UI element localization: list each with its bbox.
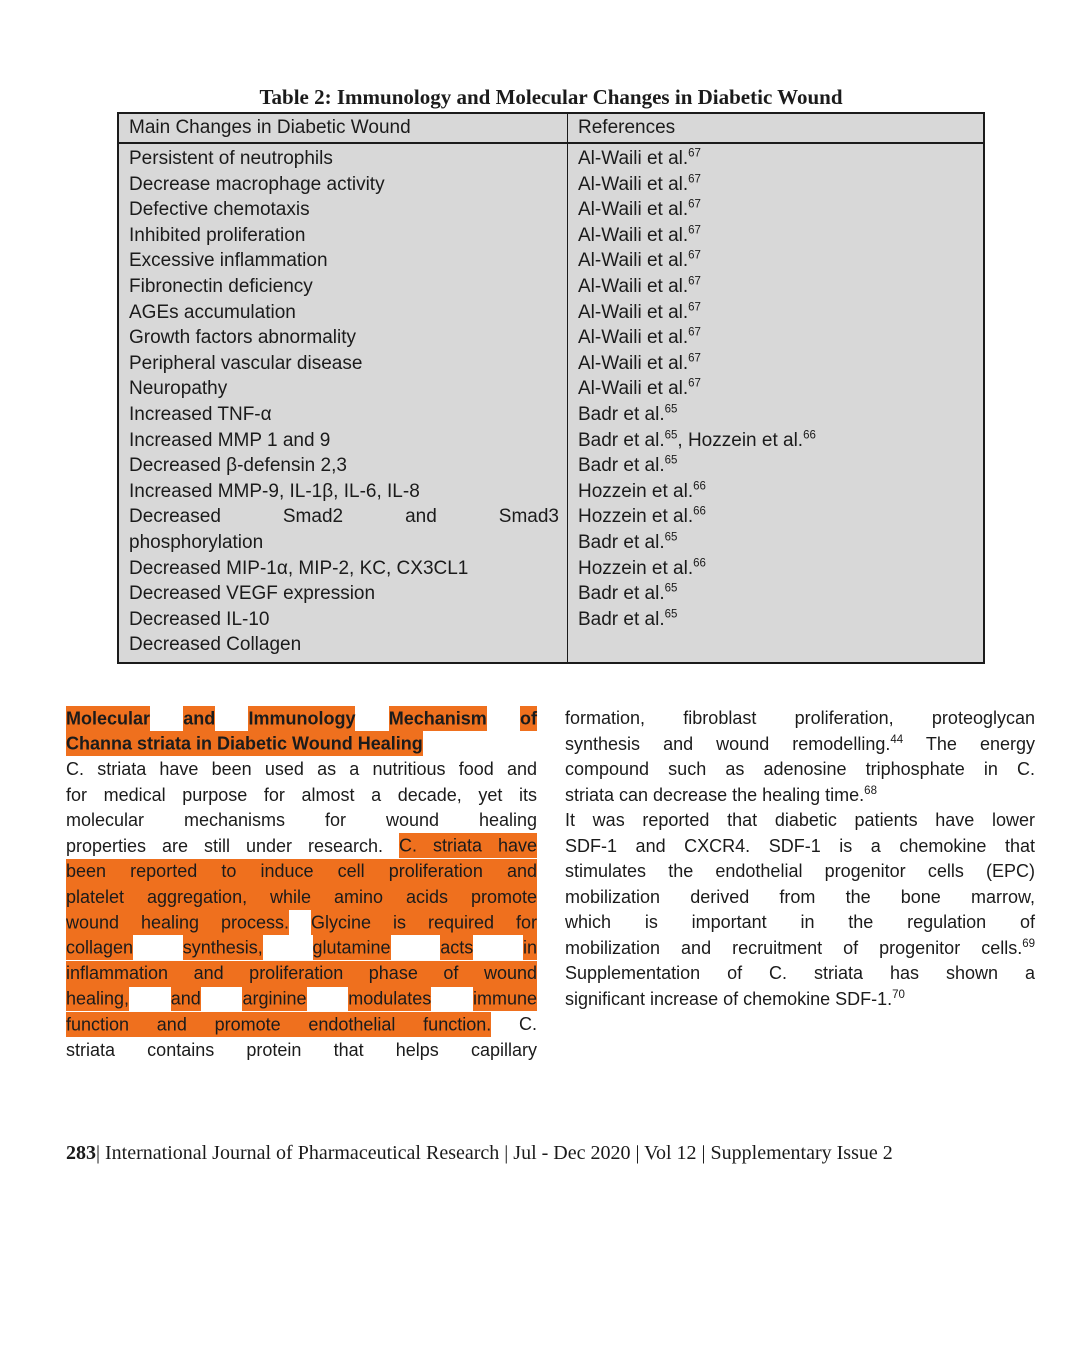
table-change-line: Decrease macrophage activity (129, 173, 385, 195)
table-reference-line: Badr et al.$^{65}$ (578, 403, 678, 425)
table-reference-line: Al-Waili et al.$^{67}$ (578, 275, 701, 297)
table-change-line: Decreased IL-10 (129, 608, 270, 630)
text-line (66, 936, 537, 962)
table-change-line: AGEs accumulation (129, 301, 296, 323)
column-header-references: References (567, 114, 983, 142)
highlighted-word: and (183, 706, 215, 731)
highlighted-word: immune (473, 986, 537, 1011)
citation-superscript: 65 (664, 531, 678, 544)
highlighted-word: in (523, 935, 537, 960)
table-reference-line: Badr et al.$^{65}$ (578, 454, 678, 477)
column-header-main-changes: Main Changes in Diabetic Wound (129, 117, 411, 138)
left-column (66, 706, 537, 1063)
table-header-row (119, 114, 983, 144)
text-line: synthesis and wound remodelling.$^{44}$ The energy (565, 733, 1035, 754)
section-heading-line (66, 732, 537, 758)
table-change-line: Persistent of neutrophils (129, 148, 333, 169)
text-line: Supplementation of C. striata has shown a (565, 963, 1035, 983)
citation-superscript: 67 (688, 275, 701, 288)
text-line: been reported to induce cell proliferation and (66, 859, 537, 885)
citation-superscript: 65 (664, 403, 678, 416)
table-change-line: Decreased VEGF expression (129, 583, 376, 605)
text-line: stimulates the endothelial progenitor cells (EPC) (565, 861, 1035, 881)
highlighted-word: of (520, 706, 537, 731)
table-change-line: Increased MMP-9, IL-1β, IL-6, IL-8 (129, 480, 420, 502)
citation-superscript: 67 (688, 198, 701, 211)
table-change-line: Decreased MIP-1α, MIP-2, KC, CX3CL1 (129, 557, 469, 579)
table-change-line: Peripheral vascular disease (129, 352, 363, 374)
table-title: Table 2: Immunology and Molecular Changes in Diabetic Wound (259, 85, 843, 109)
highlighted-word: Mechanism (389, 706, 487, 731)
table-change-line: Excessive inflammation (129, 250, 328, 272)
citation-superscript: 65 (664, 582, 678, 595)
text-line: mobilization and recruitment of progenitor cells.$^{69}$ (565, 937, 1035, 958)
citation-superscript: 65 (664, 454, 678, 467)
highlighted-word: glutamine (313, 935, 391, 960)
table-change-line: Fibronectin deficiency (129, 275, 313, 297)
table-change-line: Inhibited proliferation (129, 224, 306, 246)
citation-superscript: 67 (688, 173, 701, 186)
text-line: compound such as adenosine triphosphate in C. (565, 759, 1035, 779)
citation-superscript: 67 (688, 147, 701, 160)
citation-superscript: 44 (890, 733, 904, 746)
text-line: inflammation and proliferation phase of wound (66, 961, 537, 987)
changes-cell (119, 144, 567, 662)
table-change-line: Decreased β-defensin 2,3 (129, 455, 347, 477)
text-line: platelet aggregation, while amino acids promote (66, 885, 537, 911)
highlighted-phrase: C. striata have (399, 833, 537, 858)
table-change-line: Defective chemotaxis (129, 199, 310, 221)
citation-superscript: 66 (693, 557, 706, 570)
table-reference-line: Badr et al.$^{65}$, Hozzein et al.$^{66}$ (578, 429, 816, 451)
table-change-line: Neuropathy (129, 378, 228, 400)
highlighted-phrase: Glycine is required for (311, 910, 537, 935)
highlighted-word: acts (440, 935, 473, 960)
highlighted-word: synthesis, (183, 935, 263, 960)
highlighted-word: and (171, 986, 201, 1011)
table-reference-line: Hozzein et al.$^{66}$ (578, 480, 706, 502)
text-line (66, 910, 537, 936)
page-footer (66, 1142, 1026, 1165)
citation-superscript: 69 (1022, 937, 1035, 950)
citation-superscript: 70 (892, 988, 905, 1001)
highlighted-word: Molecular (66, 706, 150, 731)
table-reference-line: Al-Waili et al.$^{67}$ (578, 147, 701, 169)
table-reference-line: Badr et al.$^{65}$ (578, 531, 678, 553)
table-reference-line: Badr et al.$^{65}$ (578, 582, 678, 605)
table-reference-line: Al-Waili et al.$^{67}$ (578, 198, 701, 221)
text-line: mobilization derived from the bone marrow, (565, 886, 1035, 907)
citation-superscript: 68 (864, 784, 877, 797)
table-reference-line: Al-Waili et al.$^{67}$ (578, 301, 701, 323)
table-change-line: Decreased Collagen (129, 634, 302, 656)
highlighted-phrase: Channa striata in Diabetic Wound Healing (66, 731, 423, 756)
table-reference-line: Hozzein et al.$^{66}$ (578, 557, 706, 579)
citation-superscript: 67 (688, 326, 701, 339)
table-reference-line: Al-Waili et al.$^{67}$ (578, 326, 701, 349)
table-change-line: phosphorylation (129, 531, 264, 553)
text-line: formation, fibroblast proliferation, proteoglycan (565, 708, 1035, 728)
table-reference-line: Al-Waili et al.$^{67}$ (578, 173, 701, 195)
text-line: function and promote endothelial function. C. (66, 1012, 537, 1038)
text-line: It was reported that diabetic patients have lower (565, 810, 1035, 830)
citation-superscript: 67 (688, 250, 701, 263)
references-cell (567, 144, 983, 662)
highlighted-word: arginine (242, 986, 306, 1011)
highlighted-word: collagen (66, 935, 133, 960)
table-reference-line: Al-Waili et al.$^{67}$ (578, 250, 701, 272)
text-line: C. striata have been used as a nutritious food and (66, 759, 537, 779)
table-change-line: Decreased Smad2 and Smad3 (129, 506, 559, 528)
text-line: striata contains protein that helps capillary (66, 1039, 537, 1060)
citation-superscript: 67 (688, 352, 701, 365)
citation-superscript: 66 (693, 505, 706, 518)
text-line: for medical purpose for almost a decade, yet its (66, 784, 537, 805)
citation-superscript: 67 (688, 224, 701, 237)
highlighted-phrase: function and promote endothelial function. (66, 1012, 491, 1037)
highlighted-word: modulates (348, 986, 431, 1011)
table-change-line: Increased MMP 1 and 9 (129, 429, 331, 451)
citation-superscript: 66 (803, 429, 816, 442)
text-line: striata can decrease the healing time.$^{68}$ (565, 784, 877, 805)
citation-superscript: 67 (688, 378, 701, 391)
text-line: significant increase of chemokine SDF-1.70 (565, 988, 905, 1009)
citation-superscript: 67 (688, 301, 701, 314)
text-line: SDF-1 and CXCR4. SDF-1 is a chemokine that (565, 835, 1035, 856)
table-reference-line: Al-Waili et al.$^{67}$ (578, 378, 701, 400)
right-column (565, 706, 1035, 1012)
table-reference-line: Al-Waili et al.$^{67}$ (578, 224, 701, 246)
highlighted-word: Immunology (248, 706, 355, 731)
text-line (66, 987, 537, 1013)
table-reference-line: Al-Waili et al.$^{67}$ (578, 352, 701, 374)
highlighted-word: healing, (66, 986, 129, 1011)
table-change-line: Growth factors abnormality (129, 327, 357, 349)
table-reference-line: Hozzein et al.$^{66}$ (578, 505, 706, 528)
table-reference-line: Badr et al.$^{65}$ (578, 608, 678, 630)
text-line: molecular mechanisms for wound healing (66, 810, 537, 830)
citation-superscript: 65 (664, 429, 678, 442)
footer-text: | International Journal of Pharmaceutical Research | Jul - Dec 2020 | Vol 12 | Supplementary Issue 2 (96, 1142, 893, 1164)
section-heading-line (66, 706, 537, 732)
table-change-line: Increased TNF-α (129, 403, 272, 425)
table-body (119, 144, 983, 662)
text-line: which is important in the regulation of (565, 912, 1035, 932)
citation-superscript: 66 (693, 480, 706, 493)
highlighted-phrase: wound healing process. (66, 910, 289, 935)
immunology-changes-table (117, 112, 985, 664)
citation-superscript: 65 (664, 608, 678, 621)
text-line: properties are still under research. C. striata have (66, 834, 537, 860)
page-number: 283 (66, 1142, 96, 1164)
